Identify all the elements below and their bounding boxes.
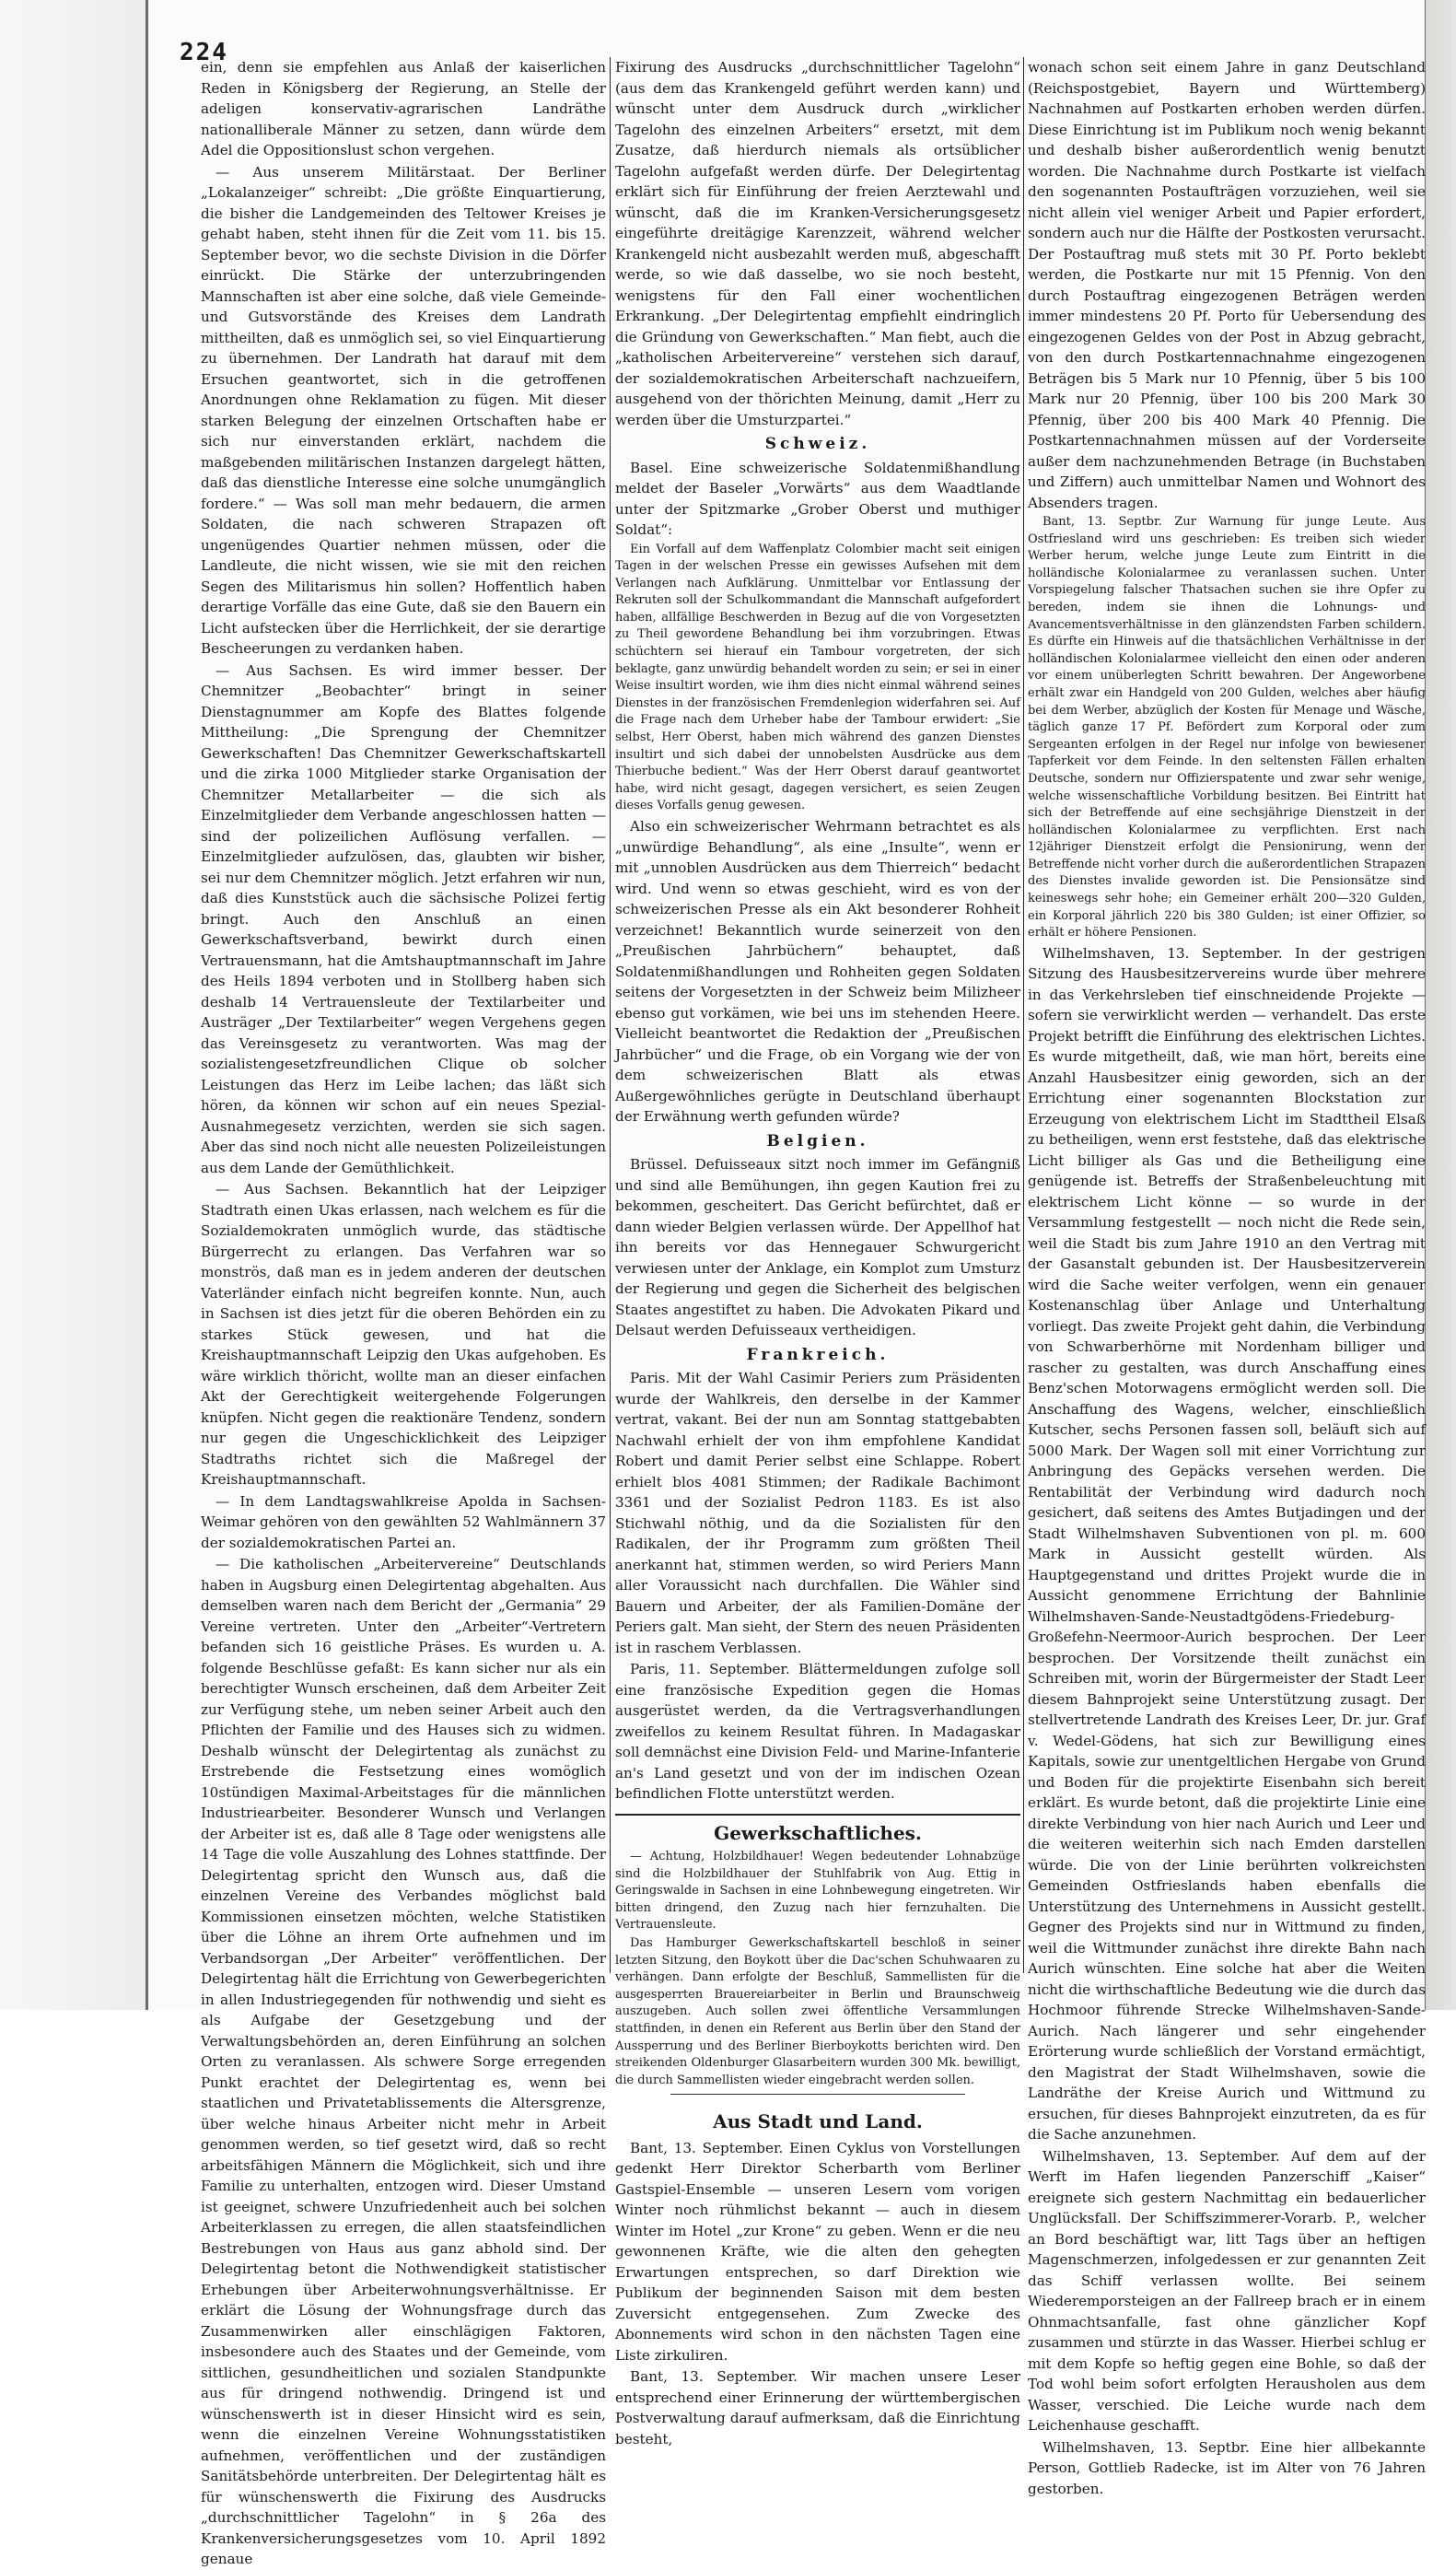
article-schweiz-quote: Ein Vorfall auf dem Waffenplatz Colombier macht seit einigen Tagen in der welschen Presse ein gewisses Aufsehen mit dem Verlangen nach Aufklärung. Unmittelbar vor Entlassung der Rekruten soll der Schulkommandant die Mannschaft aufgefordert haben, allfällige Beschwerden in Bezug auf die von Vorgesetzten zu Theil gewordene Behandlung bei ihm vorzubringen. Etwas schüchtern sei hierauf ein Tambour vorgetreten, der sich beklagte, ganz unwürdig behandelt worden zu sein; er sei in einer Weise insultirt worden, wie ihm dies nicht einmal während seines Dienstes in der französischen Fremdenlegion widerfahren sei. Auf die Frage nach dem Urheber habe der Tambour erwidert: „Sie selbst, Herr Oberst, haben mich während des ganzen Dienstes insultirt und sich dabei der unnobelsten Ausdrücke aus dem Thierbuche bedient.“ Was der Herr Oberst darauf geantwortet habe, wird nicht gesagt, dagegen versichert, es seien Zeugen dieses Vorfalls genug gewesen. <box>615 542 1020 813</box>
left-page-margin <box>0 0 147 2010</box>
column-left <box>201 57 606 2567</box>
section-heading-gewerkschaftliches: Gewerkschaftliches. <box>615 1814 1020 1844</box>
divider <box>670 2094 965 2095</box>
article-militaerstaat: — Aus unserem Militärstaat. Der Berliner „Lokalanzeiger“ schreibt: „Die größte Einquartierung, die bisher die Landgemeinden des Teltower Kreises je gehabt haben, steht ihnen für die Zeit vom 11. bis 15. September bevor, wo die sechste Division in die Dörfer einrückt. Die Stärke der unterzubringenden Mannschaften ist aber eine solche, daß viele Gemeinde- und Gutsvorstände des Kreises dem Landrath mittheilten, daß es unmöglich sei, so viel Einquartierung zu übernehmen. Der Landrath hat darauf mit dem Ersuchen geantwortet, sich in die getroffenen Anordnungen ohne Reklamation zu fügen. Mit dieser starken Belegung der einzelnen Ortschaften habe er sich nur einverstanden erklärt, nachdem die maßgebenden militärischen Instanzen dargelegt hätten, daß das dienstliche Interesse eine solche unumgänglich fordere.“ — Was soll man mehr bedauern, die armen Soldaten, die nach schweren Strapazen oft ungenügendes Quartier nehmen müssen, oder die Landleute, die nicht wissen, wie sie mit den reichen Segen des Militarismus hin sollen? Hoffentlich haben derartige Vorfälle das eine Gute, daß sie den Bauern ein Licht aufstecken über die Herrlichkeit, der sie derartige Bescheerungen zu verdanken haben. <box>201 163 606 657</box>
article-arbeitervereine: — Die katholischen „Arbeitervereine“ Deutschlands haben in Augsburg einen Delegirtentag abgehalten. Aus demselben waren nach dem Bericht der „Germania“ 29 Vereine vertreten. Unter den „Arbeiter“-Vertretern befanden sich 16 geistliche Präses. Es wurden u. A. folgende Beschlüsse gefaßt: Es kann sicher nur als ein berechtigter Wunsch erscheinen, daß dem Arbeiter Zeit zur Verfügung stehe, um neben seiner Arbeit auch den Pflichten der Familie und des Hauses sich zu widmen. Deshalb wünscht der Delegirtentag als zunächst zu Erstrebende die Festsetzung eines womöglich 10stündigen Maximal-Arbeitstages für die männlichen Industriearbeiter. Besonderer Wunsch und Verlangen der Arbeiter ist es, daß alle 8 Tage oder wenigstens alle 14 Tage die volle Auszahlung des Lohnes stattfinde. Der Delegirtentag spricht den Wunsch aus, daß die einzelnen Vereine des Verbandes möglichst bald Kommissionen einsetzen möchten, welche Statistiken über die Löhne an ihrem Orte aufnehmen und im Verbandsorgan „Der Arbeiter“ veröffentlichen. Der Delegirtentag hält die Errichtung von Gewerbegerichten in allen Industriegegenden für nothwendig und sieht es als Aufgabe der Gesetzgebung und der Verwaltungsbehörden an, deren Einführung an solchen Orten zu veranlassen. Als schwere Sorge erregenden Punkt erachtet der Delegirtentag es, wenn bei staatlichen und Privatetablissements die Altersgrenze, über welche hinaus Arbeiter nicht mehr in Arbeit genommen werden, so tief gesetzt wird, daß so recht arbeitsfähigen Männern die Möglichkeit, sich und ihre Familie zu unterhalten, entzogen wird. Dieser Umstand ist geeignet, schwere Unzufriedenheit auch bei solchen Arbeiterklassen zu erregen, die allen staatsfeindlichen Bestrebungen von Haus aus ganz abhold sind. Der Delegirtentag betont die Nothwendigkeit statistischer Erhebungen über Arbeiterwohnungsverhältnisse. Er erklärt die Lösung der Wohnungsfrage durch das Zusammenwirken aller einschlägigen Faktoren, insbesondere auch des Staates und der Gemeinde, vom sittlichen, gesundheitlichen und sozialen Standpunkte aus für dringend nothwendig. Dringend ist und wünschenswerth ist in dieser Hinsicht wird es sein, wenn die einzelnen Vereine Wohnungsstatistiken aufnehmen, veröffentlichen und der zuständigen Sanitätsbehörde unterbreiten. Der Delegirtentag hält es für wünschenswerth die Fixirung des Ausdrucks „durchschnittlicher Tagelohn“ in § 26a des Krankenversicherungsgesetzes vom 10. April 1892 genaue <box>201 1556 606 2567</box>
article-apolda: — In dem Landtagswahlkreise Apolda in Sachsen-Weimar gehören von den gewählten 52 Wahlmännern 37 der sozialdemokratischen Partei an. <box>201 1492 606 1551</box>
article-sachsen-leipzig: — Aus Sachsen. Bekanntlich hat der Leipziger Stadtrath einen Ukas erlassen, nach welchem es für die Sozialdemokraten unmöglich wurde, das städtische Bürgerrecht zu erlangen. Das Verfahren war so monströs, daß man es in jedem anderen der deutschen Vaterländer einfach nicht begreifen konnte. Nun, auch in Sachsen ist dies jetzt für die oberen Behörden ein zu starkes Stück gewesen, und hat die Kreishauptmannschaft Leipzig den Ukas aufgehoben. Es wäre wirklich thöricht, wollte man an dieser einfachen Akt der Gerechtigkeit weitergehende Folgerungen knüpfen. Nicht gegen die reaktionäre Tendenz, sondern nur gegen die Ungeschicklichkeit des Leipziger Stadtraths richtet sich die Maßregel der Kreishauptmannschaft. <box>201 1181 606 1488</box>
right-page-edge <box>1426 0 1456 2010</box>
article-tagelohn: Fixirung des Ausdrucks „durchschnittlicher Tagelohn“ (aus dem das Krankengeld geführt werden kann) und wünscht unter dem Ausdruck durch „wirklicher Tagelohn des einzelnen Arbeiters“ ersetzt, mit dem Zusatze, daß hierdurch niemals als ortsüblicher Tagelohn aufgefaßt werden dürfe. Der Delegirtentag erklärt sich für Einführung der freien Aerztewahl und wünscht, daß die im Kranken-Versicherungsgesetz eingeführte dreitägige Karenzzeit, während welcher Krankengeld nicht ausbezahlt werden muß, abgeschafft werde, so wie daß dasselbe, wo sie noch besteht, wenigstens für den Fall einer wochentlichen Erkrankung. „Der Delegirtentag empfiehlt eindringlich die Gründung von Gewerkschaften.“ Man fiebt, auch die „katholischen Arbeitervereine“ verstehen sich darauf, der sozialdemokratischen Arbeiterschaft nachzueifern, ausgehend von der thörichten Meinung, damit „Herr zu werden über die Umsturzpartei.“ <box>615 59 1020 428</box>
article-bant-2: Bant, 13. September. Wir machen unsere Leser entsprechend einer Erinnerung der württembergischen Postverwaltung darauf aufmerksam, daß die Einrichtung besteht, <box>615 2368 1020 2447</box>
article-hamburger-kartell: Das Hamburger Gewerkschaftskartell beschloß in seiner letzten Sitzung, den Boykott über die Dac'schen Schuhwaaren zu verhängen. Dann erfolgte der Beschluß, Sammellisten für die ausgesperrten Brauereiarbeiter in Berlin und Braunschweig auszugeben. Auch sollen zwei öffentliche Versammlungen stattfinden, in denen ein Referent aus Berlin über den Stand der Aussperrung und des Berliner Bierboykotts berichten wird. Den streikenden Oldenburger Glasarbeitern wurden 300 Mk. bewilligt, die durch Sammellisten wieder eingebracht werden sollen. <box>615 1935 1020 2087</box>
article-bant-1: Bant, 13. September. Einen Cyklus von Vorstellungen gedenkt Herr Direktor Scherbarth vom Berliner Gastspiel-Ensemble — unseren Lesern vom vorigen Winter noch rühmlichst bekannt — auch in diesem Winter im Hotel „zur Krone“ zu geben. Wenn er die neu gewonnenen Kräfte, wie die alten den gehegten Erwartungen entsprechen, so darf Direktion wie Publikum der beginnenden Saison mit dem besten Zuversicht entgegensehen. Zum Zwecke des Abonnements wird schon in den nächsten Tagen eine Liste zirkuliren. <box>615 2139 1020 2364</box>
article-wilhelmshaven-2: Wilhelmshaven, 13. September. Auf dem auf der Werft im Hafen liegenden Panzerschiff „Kaiser“ ereignete sich gestern Nachmittag ein bedauerlicher Unglücksfall. Der Schiffszimmerer-Vorarb. P., welcher an Bord beschäftigt war, litt Tags über an heftigen Magenschmerzen, infolgedessen er zur genannten Zeit das Schiff verlassen wollte. Bei seinem Wiederemporsteigen an der Fallreep brach er in einem Ohnmachtsanfalle, fast ohne gänzlicher Kopf zusammen und stürzte in das Wasser. Hierbei schlug er mit dem Kopfe so heftig gegen eine Bohle, so daß der Tod wohl beim sofort erfolgten Herausholen aus dem Wasser, verschied. Die Leiche wurde nach dem Leichenhause geschafft. <box>1028 2147 1426 2435</box>
article-belgien: Brüssel. Defuisseaux sitzt noch immer im Gefängniß und sind alle Bemühungen, ihn gegen Kaution frei zu bekommen, gescheitert. Das Gericht befürchtet, daß er dann wieder Belgien verlassen würde. Der Appellhof hat ihn bereits vor das Hennegauer Schwurgericht verwiesen unter der Anklage, ein Komplot zum Umsturz der Regierung und gegen die Sicherheit des belgischen Staates angestiftet zu haben. Die Advokaten Pikard und Delsaut werden Defuisseaux vertheidigen. <box>615 1156 1020 1338</box>
article-holzbildhauer: — Achtung, Holzbildhauer! Wegen bedeutender Lohnabzüge sind die Holzbildhauer der Stuhlfabrik von Aug. Ettig in Geringswalde in Sachsen in eine Lohnbewegung eingetreten. Wir bitten dringend, den Zuzug nach hier fernzuhalten. Die Vertrauensleute. <box>615 1850 1020 1933</box>
page-number: 224 <box>180 39 228 66</box>
section-heading-frankreich: Frankreich. <box>746 1345 890 1364</box>
column-rule-1 <box>610 57 611 1973</box>
section-heading-belgien: Belgien. <box>766 1131 869 1151</box>
article-sachsen-chemnitz: — Aus Sachsen. Es wird immer besser. Der Chemnitzer „Beobachter“ bringt in seiner Dienstagnummer am Kopfe des Blattes folgende Mittheilung: „Die Sprengung der Chemnitzer Gewerkschaften! Das Chemnitzer Gewerkschaftskartell und die zirka 1000 Mitglieder starke Organisation der Chemnitzer Metallarbeiter — die sich als Einzelmitglieder dem Verbande angeschlossen hatten — sind der polizeilichen Auflösung verfallen. — Einzelmitglieder aufzulösen, das, glaubten wir bisher, sei nur dem Chemnitzer möglich. Jetzt erfahren wir nun, daß dies Kunststück auch die sächsische Polizei fertig bringt. Auch den Anschluß an einen Gewerkschaftsverband, bewirkt durch einen Vertrauensmann, hat die Amtshauptmannschaft im Jahre des Heils 1894 verboten und in Stollberg haben sich deshalb 14 Vertrauensleute der Textilarbeiter und Austräger „Der Textilarbeiter“ wegen Vergehens gegen das Vereinsgesetz zu verantworten. Was mag der sozialistengesetzfreundlichen Clique ob solcher Leistungen das Herz im Leibe lachen; das läßt sich hören, da können wir schon auf ein neues Spezial-Ausnahmegesetz verzichten, werden sie sich sagen. Aber das sind noch nicht alle neuesten Polizeileistungen aus dem Lande der Gemüthlichkeit. <box>201 661 606 1176</box>
article-frankreich-2: Paris, 11. September. Blättermeldungen zufolge soll eine französische Expedition gegen die Homas ausgerüstet werden, da die Vertragsverhandlungen zweifellos zu keinem Resultat führen. In Madagaskar soll demnächst eine Division Feld- und Marine-Infanterie an's Land gesetzt und von der im indischen Ozean befindlichen Flotte unterstützt werden. <box>615 1661 1020 1802</box>
section-heading-schweiz: Schweiz. <box>764 435 871 453</box>
column-middle <box>615 57 1020 2447</box>
left-binding-line <box>146 0 148 2010</box>
article-intro: ein, denn sie empfehlen aus Anlaß der kaiserlichen Reden in Königsberg der Regierung, an Stelle der adeligen konservativ-agrarischen Landräthe nationalliberale Männer zu setzen, dann würde dem Adel die Oppositionslust schon vergehen. <box>201 59 606 158</box>
column-right <box>1028 57 1426 2497</box>
article-wilhelmshaven-1: Wilhelmshaven, 13. September. In der gestrigen Sitzung des Hausbesitzervereins wurde über mehrere in das Verkehrsleben tief einschneidende Projekte — sofern sie verwirklicht werden — verhandelt. Das erste Projekt betrifft die Einführung des elektrischen Lichtes. Es wurde mitgetheilt, daß, wie man hört, bereits eine Anzahl Hausbesitzer einig geworden, sich an der Errichtung einer sogenannten Blockstation zur Erzeugung von elektrischem Licht im Stadttheil Elsaß zu betheiligen, wenn erst feststehe, daß das elektrische Licht billiger als Gas und die Betheiligung eine genügende ist. Betreffs der Straßenbeleuchtung mit elektrischem Licht könne — so wurde in der Versammlung festgestellt — noch nicht die Rede sein, weil die Stadt bis zum Jahre 1910 an den Vertrag mit der Gasanstalt gebunden ist. Der Hausbesitzerverein wird die Sache weiter verfolgen, wenn ein genauer Kostenanschlag über Anlage und Unterhaltung vorliegt. Das zweite Projekt geht dahin, die Verbindung von Schwarberhörne mit Nordenham billiger und rascher zu gestalten, was durch Anschaffung eines Benz'schen Motorwagens ermöglicht werden soll. Die Anschaffung des Wagens, welcher, einschließlich Kutscher, sechs Personen fassen soll, beläuft sich auf 5000 Mark. Der Wagen soll mit einer Vorrichtung zur Anbringung des Gepäcks versehen werden. Die Rentabilität der Verbindung wird dadurch noch gesichert, daß seitens des Amtes Butjadingen und der Stadt Wilhelmshaven Subventionen von pl. m. 600 Mark in Aussicht gestellt würden. Als Hauptgegenstand und drittes Projekt wurde die in Aussicht genommene Errichtung der Bahnlinie Wilhelmshaven-Sande-Neustadtgödens-Friedeburg-Großefehn-Neermoor-Aurich besprochen. Der Leer besprochen. Der Vorsitzende theilt zunächst ein Schreiben mit, worin der Bürgermeister der Stadt Leer diesem Bahnprojekt seine Unterstützung zusagt. Der stellvertretende Landrath des Kreises Leer, Dr. jur. Graf v. Wedel-Gödens, hat sich zur Bewilligung eines Kapitals, sowie zur unentgeltlichen Hergabe von Grund und Boden für die projektirte Eisenbahn sich bereit erklärt. Es wurde betont, daß die projektirte Linie eine direkte Verbindung von hier nach Aurich und Leer und die weiteren weiterhin sich nach Emden darstellen würde. Die von der Linie berührten volkreichsten Gemeinden Ostfrieslands haben ebenfalls die Unterstützung des Unternehmens in Aussicht gestellt. Gegner des Projekts sind nur in Wittmund zu finden, weil die Wittmunder zunächst ihre direkte Bahn nach Aurich wünschten. Eine solche hat aber die Weiten nicht die wirthschaftliche Bedeutung wie die durch das Hochmoor führende Strecke Wilhelmshaven-Sande-Aurich. Nach längerer und sehr eingehender Erörterung wurde schließlich der Vorstand ermächtigt, den Magistrat der Stadt Wilhelmshaven, sowie die Landräthe der Kreise Aurich und Wittmund zu ersuchen, für dieses Bahnprojekt einzutreten, da es für die Sache anzunehmen. <box>1028 944 1426 2144</box>
column-rule-2 <box>1023 57 1024 1973</box>
article-warnung-junge-leute: Bant, 13. Septbr. Zur Warnung für junge Leute. Aus Ostfriesland wird uns geschrieben: Es treiben sich wieder Werber herum, welche junge Leute zum Eintritt in die holländische Kolonialarmee zu veranlassen suchen. Unter Vorspiegelung falscher Thatsachen suchen sie ihre Opfer zu bereden, indem sie ihnen die Lohnungs- und Avancementsverhältnisse in den glänzendsten Farben schildern. Es dürfte ein Hinweis auf die thatsächlichen Verhältnisse in der holländischen Kolonialarmee vielleicht den einen oder anderen vor einem unüberlegten Schritt bewahren. Der Angeworbene erhält zwar ein Handgeld von 200 Gulden, welches aber häufig bei dem Werber, abzüglich der Kosten für Menage und Wäsche, täglich ganze 17 Pf. Befördert zum Korporal oder zum Sergeanten erfolgen in der Regel nur infolge von bewiesener Tapferkeit vor dem Feinde. In den seltensten Fällen erhalten Deutsche, sondern nur Offizierspatente und zwar sehr wenige, welche wissenschaftliche Vorbildung besitzen. Bei Eintritt hat sich der Betreffende auf eine sechsjährige Dienstzeit in der holländischen Kolonialarmee zu verpflichten. Erst nach 12jähriger Dienstzeit erfolgt die Pensionirung, wenn der Betreffende nicht vorher durch die außerordentlichen Strapazen des Dienstes invalide geworden ist. Die Pensionsätze sind keineswegs sehr hohe; ein Gemeiner erhält 200—320 Gulden, ein Korporal jährlich 220 bis 380 Gulden; ist einer Offizier, so erhält er höhere Pensionen. <box>1028 515 1426 940</box>
article-frankreich-1: Paris. Mit der Wahl Casimir Periers zum Präsidenten wurde der Wahlkreis, den derselbe in der Kammer vertrat, vakant. Bei der nun am Sonntag stattgebabten Nachwahl erhielt der von ihm empfohlene Kandidat Robert und damit Perier selbst eine Schlappe. Robert erhielt blos 4081 Stimmen; der Radikale Bachimont 3361 und der Sozialist Pedron 1183. Es ist also Stichwahl nöthig, und da die Sozialisten für den Radikalen, der ihr Programm zum größten Theil anerkannt hat, stimmen werden, so wird Periers Mann aller Voraussicht nach durchfallen. Die Wähler sind Bauern und Arbeiter, der als Familien-Domäne der Periers galt. Man sieht, der Stern des neuen Präsidenten ist in raschem Verblassen. <box>615 1370 1020 1656</box>
article-post: wonach schon seit einem Jahre in ganz Deutschland (Reichspostgebiet, Bayern und Württemberg) Nachnahmen auf Postkarten erhoben werden dürfen. Diese Einrichtung ist im Publikum noch wenig bekannt und deshalb bisher außerordentlich wenig benutzt worden. Die Nachnahme durch Postkarte ist vielfach den sogenannten Postaufträgen vorzuziehen, weil sie nicht allein viel weniger Arbeit und Papier erfordert, sondern auch nur die Hälfte der Postkosten verursacht. Der Postauftrag muß stets mit 30 Pf. Porto beklebt werden, die Postkarte nur mit 15 Pfennig. Von den durch Postauftrag eingezogenen Beträgen werden immer mindestens 20 Pf. Porto für Uebersendung des eingezogenen Geldes von der Post in Abzug gebracht, von den durch Postkartennachnahme eingezogenen Beträgen bis 5 Mark nur 10 Pfennig, über 5 bis 100 Mark nur 20 Pfennig, über 100 bis 200 Mark 30 Pfennig, über 200 bis 400 Mark 40 Pfennig. Die Postkartennachnahmen müssen auf der Vorderseite außer dem nachzunehmenden Betrage (in Buchstaben und Ziffern) auch unmittelbar Namen und Wohnort des Absenders tragen. <box>1028 59 1426 511</box>
article-wilhelmshaven-3: Wilhelmshaven, 13. Septbr. Eine hier allbekannte Person, Gottlieb Radecke, ist im Alter von 76 Jahren gestorben. <box>1028 2438 1426 2497</box>
article-schweiz-intro: Basel. Eine schweizerische Soldatenmißhandlung meldet der Baseler „Vorwärts“ aus dem Waadtlande unter der Spitzmarke „Grober Oberst und muthiger Soldat“: <box>615 459 1020 538</box>
article-schweiz-body: Also ein schweizerischer Wehrmann betrachtet es als „unwürdige Behandlung“, als eine „Insulte“, wenn er mit „unnoblen Ausdrücken aus dem Thierreich“ bedacht wird. Und wenn so etwas geschieht, wird es von der schweizerischen Presse als ein Akt besonderer Rohheit verzeichnet! Bekanntlich wurde seinerzeit von den „Preußischen Jahrbüchern“ behauptet, daß Soldatenmißhandlungen und Rohheiten gegen Soldaten seitens der Vorgesetzten in der Schweiz beim Milizheer ebenso gut vorkämen, wie bei uns im stehenden Heere. Vielleicht beantwortet die Redaktion der „Preußischen Jahrbücher“ und die Frage, ob ein Vorgang wie der von dem schweizerischen Blatt als etwas Außergewöhnliches gerügte in Deutschland überhaupt der Erwähnung werth gefunden würde? <box>615 818 1020 1125</box>
section-heading-stadt-und-land: Aus Stadt und Land. <box>713 2110 923 2133</box>
